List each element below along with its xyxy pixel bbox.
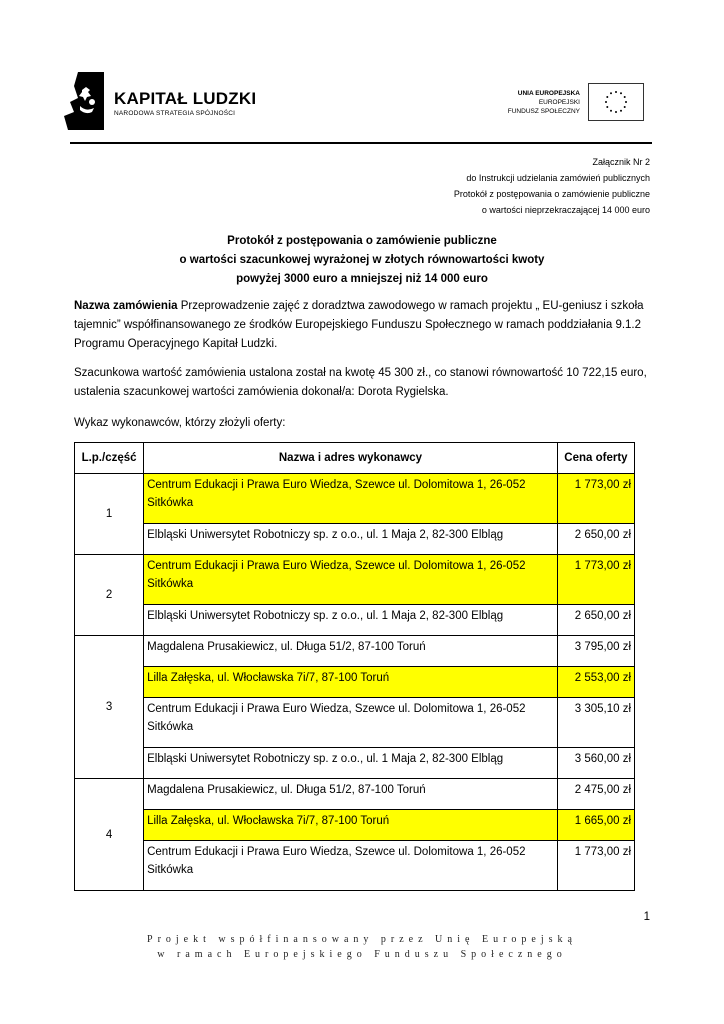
annex-note (454, 154, 650, 218)
order-name-label: Nazwa zamówienia (74, 300, 178, 312)
lp-cell: 4 (75, 779, 144, 891)
table-row (75, 667, 635, 698)
table-row (75, 555, 635, 605)
footer-line-2: w ramach Europejskiego Funduszu Społecznego (157, 949, 567, 960)
table-row (75, 524, 635, 555)
price-cell: 2 650,00 zł (557, 524, 634, 555)
offers-table (74, 442, 635, 891)
price-cell: 1 773,00 zł (557, 841, 634, 891)
price-cell: 1 773,00 zł (557, 474, 634, 524)
contractor-cell: Elbląski Uniwersytet Robotniczy sp. z o.o., ul. 1 Maja 2, 82-300 Elbląg (144, 605, 558, 636)
kapital-ludzki-emblem-icon (64, 72, 104, 130)
price-cell: 3 560,00 zł (557, 748, 634, 779)
price-cell: 1 665,00 zł (557, 810, 634, 841)
header-lp: L.p./część (75, 443, 144, 474)
price-cell: 3 795,00 zł (557, 636, 634, 667)
contractor-cell: Magdalena Prusakiewicz, ul. Długa 51/2, 87-100 Toruń (144, 779, 558, 810)
table-row (75, 474, 635, 524)
annex-line-2: do Instrukcji udzielania zamówień publicznych (466, 173, 650, 183)
eu-line-3: FUNDUSZ SPOŁECZNY (507, 107, 580, 115)
footer-line-1: Projekt współfinansowany przez Unię Europejską (147, 934, 577, 945)
contractor-cell: Elbląski Uniwersytet Robotniczy sp. z o.o., ul. 1 Maja 2, 82-300 Elbląg (144, 748, 558, 779)
annex-line-3: Protokół z postępowania o zamówienie publiczne (453, 189, 650, 199)
contractor-cell: Elbląski Uniwersytet Robotniczy sp. z o.o., ul. 1 Maja 2, 82-300 Elbląg (144, 524, 558, 555)
page-number: 1 (643, 911, 650, 923)
table-row (75, 748, 635, 779)
lp-cell: 3 (75, 636, 144, 779)
header-divider (70, 142, 652, 144)
eu-line-2: EUROPEJSKI (538, 98, 580, 106)
table-row (75, 605, 635, 636)
contractor-cell: Centrum Edukacji i Prawa Euro Wiedza, Szewce ul. Dolomitowa 1, 26-052 Sitkówka (144, 474, 558, 524)
eu-line-1: UNIA EUROPEJSKA (517, 89, 580, 97)
price-cell: 2 475,00 zł (557, 779, 634, 810)
logo-title: KAPITAŁ LUDZKI (114, 89, 257, 108)
list-intro: Wykaz wykonawców, którzy złożyli oferty: (74, 417, 286, 429)
table-row (75, 698, 635, 748)
price-cell: 1 773,00 zł (557, 555, 634, 605)
document-title (74, 232, 650, 289)
order-name-text: Przeprowadzenie zajęć z doradztwa zawodowego w ramach projektu „ EU-geniusz i szkoła tajemnic” współfinansowanego ze środków Europejskiego Funduszu Społecznego w ramach poddziałania 9.1.2 Programu Operacyjnego Kapitał Ludzki. (74, 300, 644, 350)
contractor-cell: Lilla Załęska, ul. Włocławska 7i/7, 87-100 Toruń (144, 810, 558, 841)
price-cell: 3 305,10 zł (557, 698, 634, 748)
annex-line-1: Załącznik Nr 2 (592, 157, 650, 167)
table-row (75, 779, 635, 810)
lp-cell: 1 (75, 474, 144, 555)
estimate-paragraph: Szacunkowa wartość zamówienia ustalona został na kwotę 45 300 zł., co stanowi równowartość 10 722,15 euro, ustalenia szacunkowej wartości zamówienia dokonał/a: Dorota Rygielska. (74, 367, 647, 398)
eu-logo (508, 83, 644, 121)
table-header-row (75, 443, 635, 474)
logo-subtitle: NARODOWA STRATEGIA SPÓJNOŚCI (114, 110, 236, 117)
header-price: Cena oferty (557, 443, 634, 474)
order-name-paragraph (74, 297, 654, 354)
contractor-cell: Lilla Załęska, ul. Włocławska 7i/7, 87-100 Toruń (144, 667, 558, 698)
contractor-cell: Centrum Edukacji i Prawa Euro Wiedza, Szewce ul. Dolomitowa 1, 26-052 Sitkówka (144, 698, 558, 748)
table-row (75, 810, 635, 841)
annex-line-4: o wartości nieprzekraczającej 14 000 euro (481, 205, 650, 215)
price-cell: 2 553,00 zł (557, 667, 634, 698)
contractor-cell: Centrum Edukacji i Prawa Euro Wiedza, Szewce ul. Dolomitowa 1, 26-052 Sitkówka (144, 555, 558, 605)
eu-flag-icon (588, 83, 644, 121)
footer (0, 932, 724, 962)
title-line-1: Protokół z postępowania o zamówienie publiczne (227, 235, 497, 247)
kapital-ludzki-logo (64, 72, 256, 130)
contractor-cell: Magdalena Prusakiewicz, ul. Długa 51/2, 87-100 Toruń (144, 636, 558, 667)
contractor-cell: Centrum Edukacji i Prawa Euro Wiedza, Szewce ul. Dolomitowa 1, 26-052 Sitkówka (144, 841, 558, 891)
lp-cell: 2 (75, 555, 144, 636)
title-line-2: o wartości szacunkowej wyrażonej w złotych równowartości kwoty (179, 254, 545, 266)
header-contractor: Nazwa i adres wykonawcy (144, 443, 558, 474)
table-row (75, 636, 635, 667)
title-line-3: powyżej 3000 euro a mniejszej niż 14 000 euro (236, 273, 488, 285)
price-cell: 2 650,00 zł (557, 605, 634, 636)
table-row (75, 841, 635, 891)
